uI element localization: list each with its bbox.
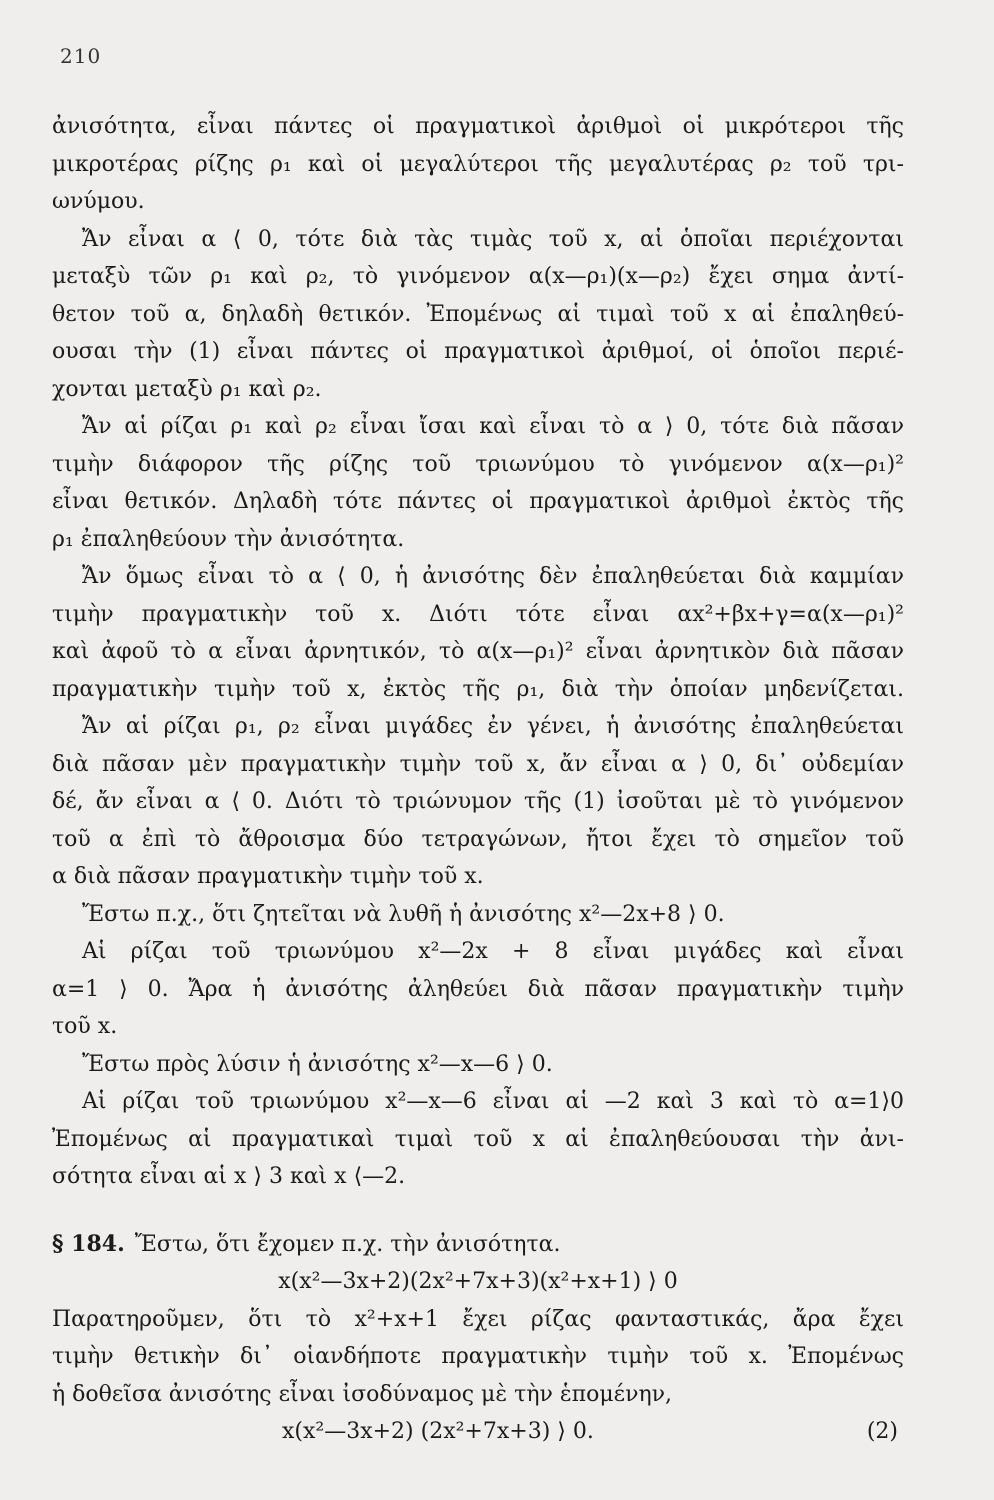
page-number: 210 (60, 44, 102, 68)
text-line: Ἄν εἶναι α ⟨ 0, τότε διὰ τὰς τιμὰς τοῦ x, αἱ ὁποῖαι περιέχονται (82, 226, 904, 252)
section-label: § 184. (52, 1230, 125, 1257)
page-text (52, 108, 904, 1451)
text-line: μεταξὺ τῶν ρ₁ καὶ ρ₂, τὸ γινόμενον α(x—ρ₁)(x—ρ₂) ἔχει σημα ἀντί- (52, 264, 904, 289)
text-line: καὶ ἀφοῦ τὸ α εἶναι ἀρνητικόν, τὸ α(x—ρ₁)² εἶναι ἀρνητικὸν διὰ πᾶσαν (52, 639, 904, 664)
text-line: τοῦ α ἐπὶ τὸ ἄθροισμα δύο τετραγώνων, ἤτοι ἔχει τὸ σημεῖον τοῦ (52, 826, 904, 852)
text-line: διὰ πᾶσαν μὲν πραγματικὴν τιμὴν τοῦ x, ἄν εἶναι α ⟩ 0, δι᾽ οὐδεμίαν (52, 751, 904, 777)
text-line: χονται μεταξὺ ρ₁ καὶ ρ₂. (52, 376, 322, 402)
text-line: τοῦ x. (52, 1014, 118, 1039)
text-line: ἀνισότητα, εἶναι πάντες οἱ πραγματικοὶ ἀριθμοὶ οἱ μικρότεροι τῆς (52, 114, 904, 139)
numbered-equation (52, 1413, 904, 1451)
text-line: εἶναι θετικόν. Δηλαδὴ τότε πάντες οἱ πραγματικοὶ ἀριθμοὶ ἐκτὸς τῆς (52, 489, 904, 514)
text-line: Ἐπομένως αἱ πραγματικαὶ τιμαὶ τοῦ x αἱ ἐπαληθεύουσαι τὴν ἀνι- (52, 1126, 904, 1152)
text-line: α διὰ πᾶσαν πραγματικὴν τιμὴν τοῦ x. (52, 864, 484, 889)
text-line: Ἄν ὅμως εἶναι τὸ α ⟨ 0, ἡ ἀνισότης δὲν ἐπαληθεύεται διὰ καμμίαν (82, 564, 904, 589)
text-line: τιμὴν θετικὴν δι᾽ οἱανδήποτε πραγματικὴν τιμὴν τοῦ x. Ἐπομένως (52, 1344, 904, 1369)
text-line: ουσαι τὴν (1) εἶναι πάντες οἱ πραγματικοὶ ἀριθμοί, οἱ ὁποῖοι περιέ- (52, 339, 904, 364)
text-line: μικροτέρας ρίζης ρ₁ καὶ οἱ μεγαλύτεροι τῆς μεγαλυτέρας ρ₂ τοῦ τρι- (52, 151, 904, 177)
equation-number: (2) (866, 1419, 898, 1444)
text-line: σότητα εἶναι αἱ x ⟩ 3 καὶ x ⟨—2. (52, 1164, 406, 1189)
text-line: ωνύμου. (52, 189, 145, 214)
text-line: Ἄν αἱ ρίζαι ρ₁ καὶ ρ₂ εἶναι ἴσαι καὶ εἶναι τὸ α ⟩ 0, τότε διὰ πᾶσαν (82, 414, 904, 439)
text-line: ρ₁ ἐπαληθεύουν τὴν ἀνισότητα. (52, 526, 405, 552)
text-line: τιμὴν διάφορον τῆς ρίζης τοῦ τριωνύμου τὸ γινόμενον α(x—ρ₁)² (52, 451, 904, 477)
text-line: τιμὴν πραγματικὴν τοῦ x. Διότι τότε εἶναι αx²+βx+γ=α(x—ρ₁)² (52, 601, 904, 627)
text-line: θετον τοῦ α, δηλαδὴ θετικόν. Ἐπομένως αἱ τιμαὶ τοῦ x αἱ ἐπαληθεύ- (52, 301, 904, 327)
text-line: δέ, ἄν εἶναι α ⟨ 0. Διότι τὸ τριώνυμον τῆς (1) ἰσοῦται μὲ τὸ γινόμενον (52, 789, 904, 814)
section-formula: x(x²—3x+2)(2x²+7x+3)(x²+x+1) ⟩ 0 (278, 1269, 678, 1294)
text-line: Ἄν αἱ ρίζαι ρ₁, ρ₂ εἶναι μιγάδες ἐν γένει, ἡ ἀνισότης ἐπαληθεύεται (82, 714, 904, 739)
text-line: α=1 ⟩ 0. Ἄρα ἡ ἀνισότης ἀληθεύει διὰ πᾶσαν πραγματικὴν τιμὴν (52, 976, 904, 1002)
text-line: ἡ δοθεῖσα ἀνισότης εἶναι ἰσοδύναμος μὲ τὴν ἑπομένην, (52, 1381, 672, 1407)
text-line: Αἱ ρίζαι τοῦ τριωνύμου x²—2x + 8 εἶναι μιγάδες καὶ εἶναι (82, 939, 904, 964)
text-line: Ἔστω πρὸς λύσιν ἡ ἀνισότης x²—x—6 ⟩ 0. (82, 1051, 553, 1077)
text-line: Παρατηροῦμεν, ὅτι τὸ x²+x+1 ἔχει ρίζας φανταστικάς, ἄρα ἔχει (52, 1306, 904, 1332)
equation: x(x²—3x+2) (2x²+7x+3) ⟩ 0. (282, 1419, 594, 1444)
text-line: Ἔστω π.χ., ὅτι ζητεῖται νὰ λυθῆ ἡ ἀνισότης x²—2x+8 ⟩ 0. (82, 901, 725, 927)
section-heading (52, 1226, 904, 1264)
section-intro: Ἔστω, ὅτι ἔχομεν π.χ. τὴν ἀνισότητα. (134, 1231, 561, 1257)
text-line: Αἱ ρίζαι τοῦ τριωνύμου x²—x—6 εἶναι αἱ —2 καὶ 3 καὶ τὸ α=1⟩0 (82, 1089, 904, 1114)
text-line: πραγματικὴν τιμὴν τοῦ x, ἐκτὸς τῆς ρ₁, διὰ τὴν ὁποίαν μηδενίζεται. (52, 676, 904, 702)
